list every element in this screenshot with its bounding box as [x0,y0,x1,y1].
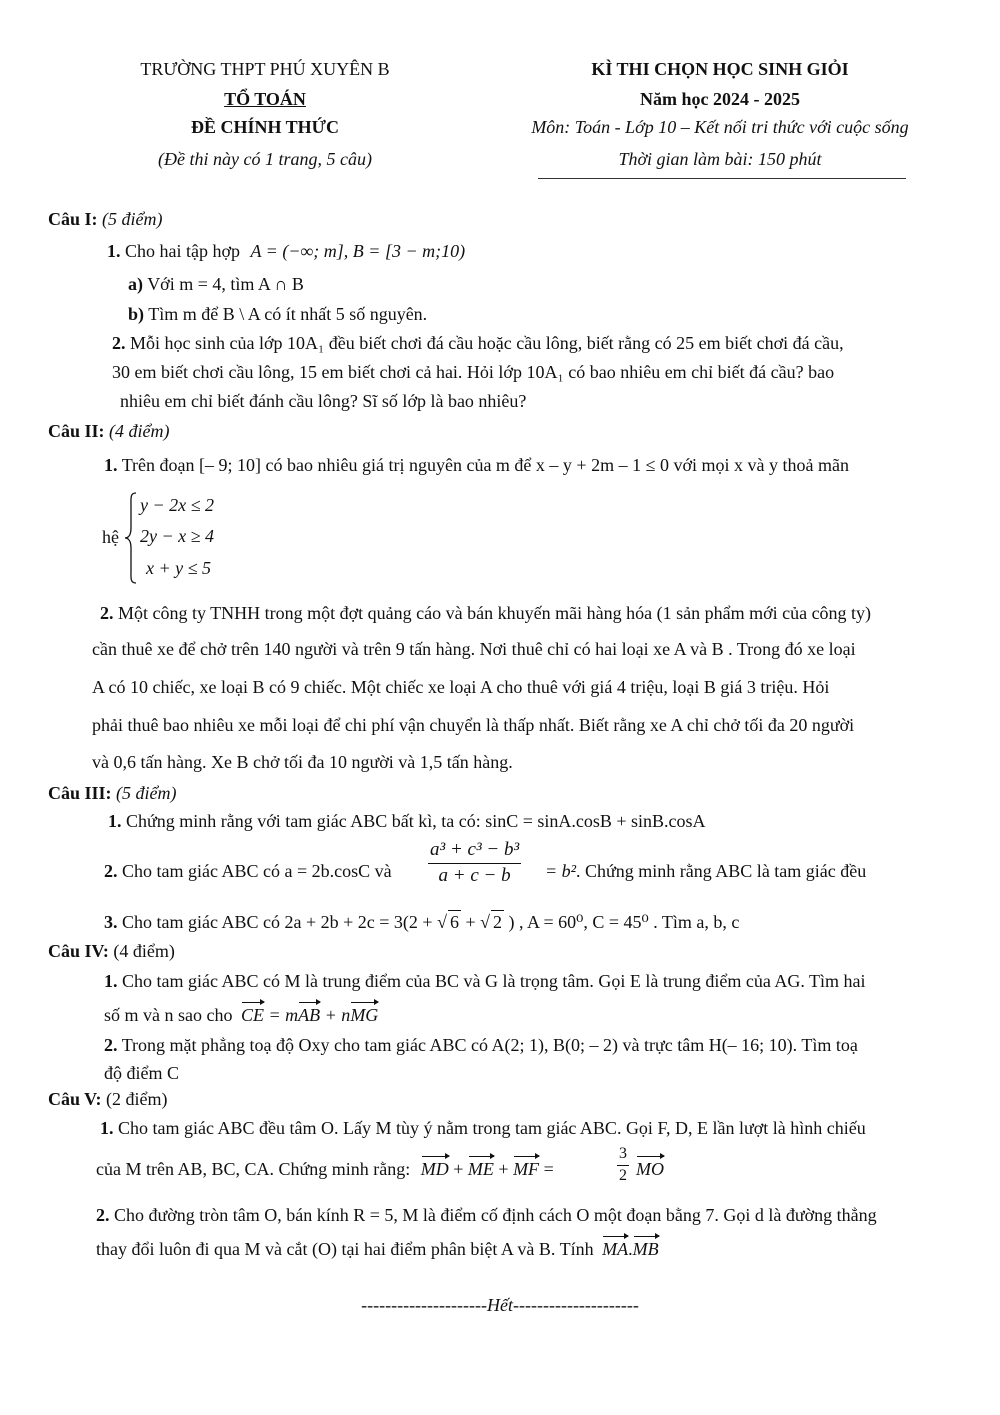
plus-sign: + [498,1159,509,1179]
sub-label: b) [128,304,145,324]
part-text: Một công ty TNHH trong một đợt quảng cáo và bán khuyến mãi hàng hóa (1 sản phẩm mới của công ty) [118,603,872,623]
part-number: 2. [100,603,114,623]
part-number: 2. [96,1205,110,1225]
inequality-2: 2y − x ≥ 4 [140,526,215,546]
q3-part-2-rest [545,860,866,883]
vector-ma: MA [602,1238,628,1261]
part-text: Trên đoạn [– 9; 10] có bao nhiêu giá trị nguyên của m để x – y + 2m – 1 ≤ 0 với mọi x và y thoả mãn [121,455,849,475]
duration: Thời gian làm bài: 150 phút [618,149,822,169]
q3-part-3: 3. Cho tam giác ABC có 2a + 2b + 2c = 3(2 + √ 6 + √ 2 ) , A = 60⁰, C = 45⁰ . Tìm a, b, c [104,910,739,934]
q3-part-1 [108,810,706,833]
vector-mb: MB [633,1238,659,1261]
q2-part-1 [104,454,849,477]
part-number: 1. [104,971,118,991]
part-number: 1. [108,811,122,831]
dashes-left: --------------------- [361,1295,487,1315]
question-5-points: (2 điểm) [106,1089,168,1109]
official-label: ĐỀ CHÍNH THỨC [190,117,340,137]
part-text: Cho hai tập hợp [125,241,241,261]
inequality-3: x + y ≤ 5 [146,558,212,578]
set-definitions: A = (−∞; m], B = [3 − m;10) [250,241,466,261]
q1-part-1 [107,240,465,263]
equals-sign: = [543,1159,554,1179]
part-text: . Chứng minh rằng ABC là tam giác đều [576,861,867,881]
part-number: 1. [104,455,118,475]
part-text: Trong mặt phẳng toạ độ Oxy cho tam giác ABC có A(2; 1), B(0; – 2) và trực tâm H(– 16; 10). Tìm toạ [121,1035,858,1055]
q2-part-2-line-3: A có 10 chiếc, xe loại B có 9 chiếc. Một chiếc xe loại A cho thuê với giá 4 triệu, loại B giá 3 triệu. Hỏi [92,677,830,697]
part-number: 3. [104,912,118,932]
system-label: hệ [102,527,119,547]
question-5-title: Câu V: [48,1089,102,1109]
question-1-heading [48,208,163,231]
q5-part-2-line-1 [96,1204,877,1227]
sub-text: Tìm m để B \ A có ít nhất 5 số nguyên. [148,304,428,324]
question-2-points: (4 điểm) [109,421,170,441]
vector-ab: AB [298,1004,320,1027]
equation-rhs: = b² [545,861,577,881]
q2-part-2-line-5: và 0,6 tấn hàng. Xe B chở tối đa 10 người và 1,5 tấn hàng. [92,752,513,772]
part-text: số m và n sao cho [104,1005,233,1025]
sqrt-6: 6 [448,910,461,934]
part-text: Mỗi học sinh của lớp 10A₁ đều biết chơi đá cầu hoặc cầu lông, biết rằng có 25 em biết chơi đá cầu, [130,333,844,353]
question-4-points: (4 điểm) [113,941,175,961]
vector-mo: MO [636,1158,664,1181]
inequality-1: y − 2x ≤ 2 [140,495,215,515]
vector-ce: CE [241,1004,264,1027]
dot-product: . [628,1239,633,1259]
question-3-title: Câu III: [48,783,112,803]
question-3-heading [48,782,177,805]
fraction-denominator: 2 [619,1166,627,1184]
q4-part-2-line-1 [104,1034,858,1057]
plus-sign: + [465,912,476,932]
q5-vector-mo-wrap [636,1158,664,1181]
q1-part-2-line-1 [112,332,844,355]
q1-part-2-line-3: nhiêu em chỉ biết đánh cầu lông? Sĩ số lớp là bao nhiêu? [120,391,527,411]
q5-fraction [617,1144,629,1187]
part-text: Cho tam giác ABC có M là trung điểm của BC và G là trọng tâm. Gọi E là trung điểm của AG. Tìm hai [122,971,866,991]
end-marker [0,1294,1000,1317]
part-number: 1. [107,241,121,261]
q4-part-1-line-1 [104,970,866,993]
q1-sub-b [128,303,427,326]
question-3-points: (5 điểm) [116,783,177,803]
part-text: Cho đường tròn tâm O, bán kính R = 5, M là điểm cố định cách O một đoạn bằng 7. Gọi d là đường thẳng [114,1205,877,1225]
fraction-denominator: a + c − b [438,864,511,886]
dashes-right: --------------------- [513,1295,639,1315]
department: TỔ TOÁN [224,89,306,109]
q5-part-1-line-1 [100,1117,866,1140]
part-number: 1. [100,1118,114,1138]
vector-md: MD [421,1158,449,1181]
q4-part-2-line-2: độ điểm C [104,1063,179,1083]
part-text: Cho tam giác ABC có 2a + 2b + 2c = 3(2 + [122,912,433,932]
header-rule [538,178,906,179]
fraction-numerator: a³ + c³ − b³ [428,838,521,864]
question-2-title: Câu II: [48,421,105,441]
vector-me: ME [468,1158,494,1181]
q1-part-2-line-2: 30 em biết chơi cầu lông, 15 em biết chơi cả hai. Hỏi lớp 10A₁ có bao nhiêu em chỉ biết đá cầu? bao [112,362,835,382]
q2-part-2-line-1 [100,602,871,625]
vector-mg: MG [350,1004,378,1027]
question-4-heading [48,940,175,963]
plus-sign: + [453,1159,464,1179]
school-name: TRƯỜNG THPT PHÚ XUYÊN B [140,59,390,79]
q3-part-2-text [104,860,392,883]
fraction-numerator: 3 [617,1144,629,1166]
coef-m: = m [268,1005,299,1025]
part-number: 2. [112,333,126,353]
q2-part-2-line-4: phải thuê bao nhiêu xe mỗi loại để chi phí vận chuyển là thấp nhất. Biết rằng xe A chỉ chở tối đa 20 người [92,715,855,735]
exam-title: KÌ THI CHỌN HỌC SINH GIỎI [591,59,849,79]
question-4-title: Câu IV: [48,941,109,961]
question-5-heading [48,1088,168,1111]
part-text: của M trên AB, BC, CA. Chứng minh rằng: [96,1159,411,1179]
q5-part-1-line-2 [96,1158,554,1181]
sub-label: a) [128,274,143,294]
part-text: thay đổi luôn đi qua M và cắt (O) tại hai điểm phân biệt A và B. Tính [96,1239,594,1259]
sqrt-2: 2 [491,910,504,934]
subject: Môn: Toán - Lớp 10 – Kết nối tri thức với cuộc sống [531,117,909,137]
sub-text: Với m = 4, tìm A ∩ B [147,274,304,294]
q3-fraction [428,838,521,888]
part-text: Chứng minh rằng với tam giác ABC bất kì, ta có: sinC = sinA.cosB + sinB.cosA [126,811,706,831]
page-note: (Đề thi này có 1 trang, 5 câu) [158,149,372,169]
part-number: 2. [104,1035,118,1055]
part-text-end: ) , A = 60⁰, C = 45⁰ . Tìm a, b, c [508,912,740,932]
q2-part-2-line-2: cần thuê xe để chở trên 140 người và trên 9 tấn hàng. Nơi thuê chỉ có hai loại xe A và B . Trong đó xe loại [92,639,856,659]
question-2-heading [48,420,170,443]
coef-n: + n [324,1005,351,1025]
part-number: 2. [104,861,118,881]
vector-mf: MF [513,1158,539,1181]
left-brace-icon [124,492,138,584]
school-year: Năm học 2024 - 2025 [640,89,800,109]
end-label: Hết [487,1295,513,1315]
q1-sub-a [128,273,304,296]
q4-part-1-line-2 [104,1004,378,1027]
question-1-points: (5 điểm) [102,209,163,229]
q5-part-2-line-2 [96,1238,659,1261]
part-text: Cho tam giác ABC có a = 2b.cosC và [122,861,392,881]
question-1-title: Câu I: [48,209,98,229]
part-text: Cho tam giác ABC đều tâm O. Lấy M tùy ý nằm trong tam giác ABC. Gọi F, D, E lần lượt là hình chiếu [118,1118,866,1138]
